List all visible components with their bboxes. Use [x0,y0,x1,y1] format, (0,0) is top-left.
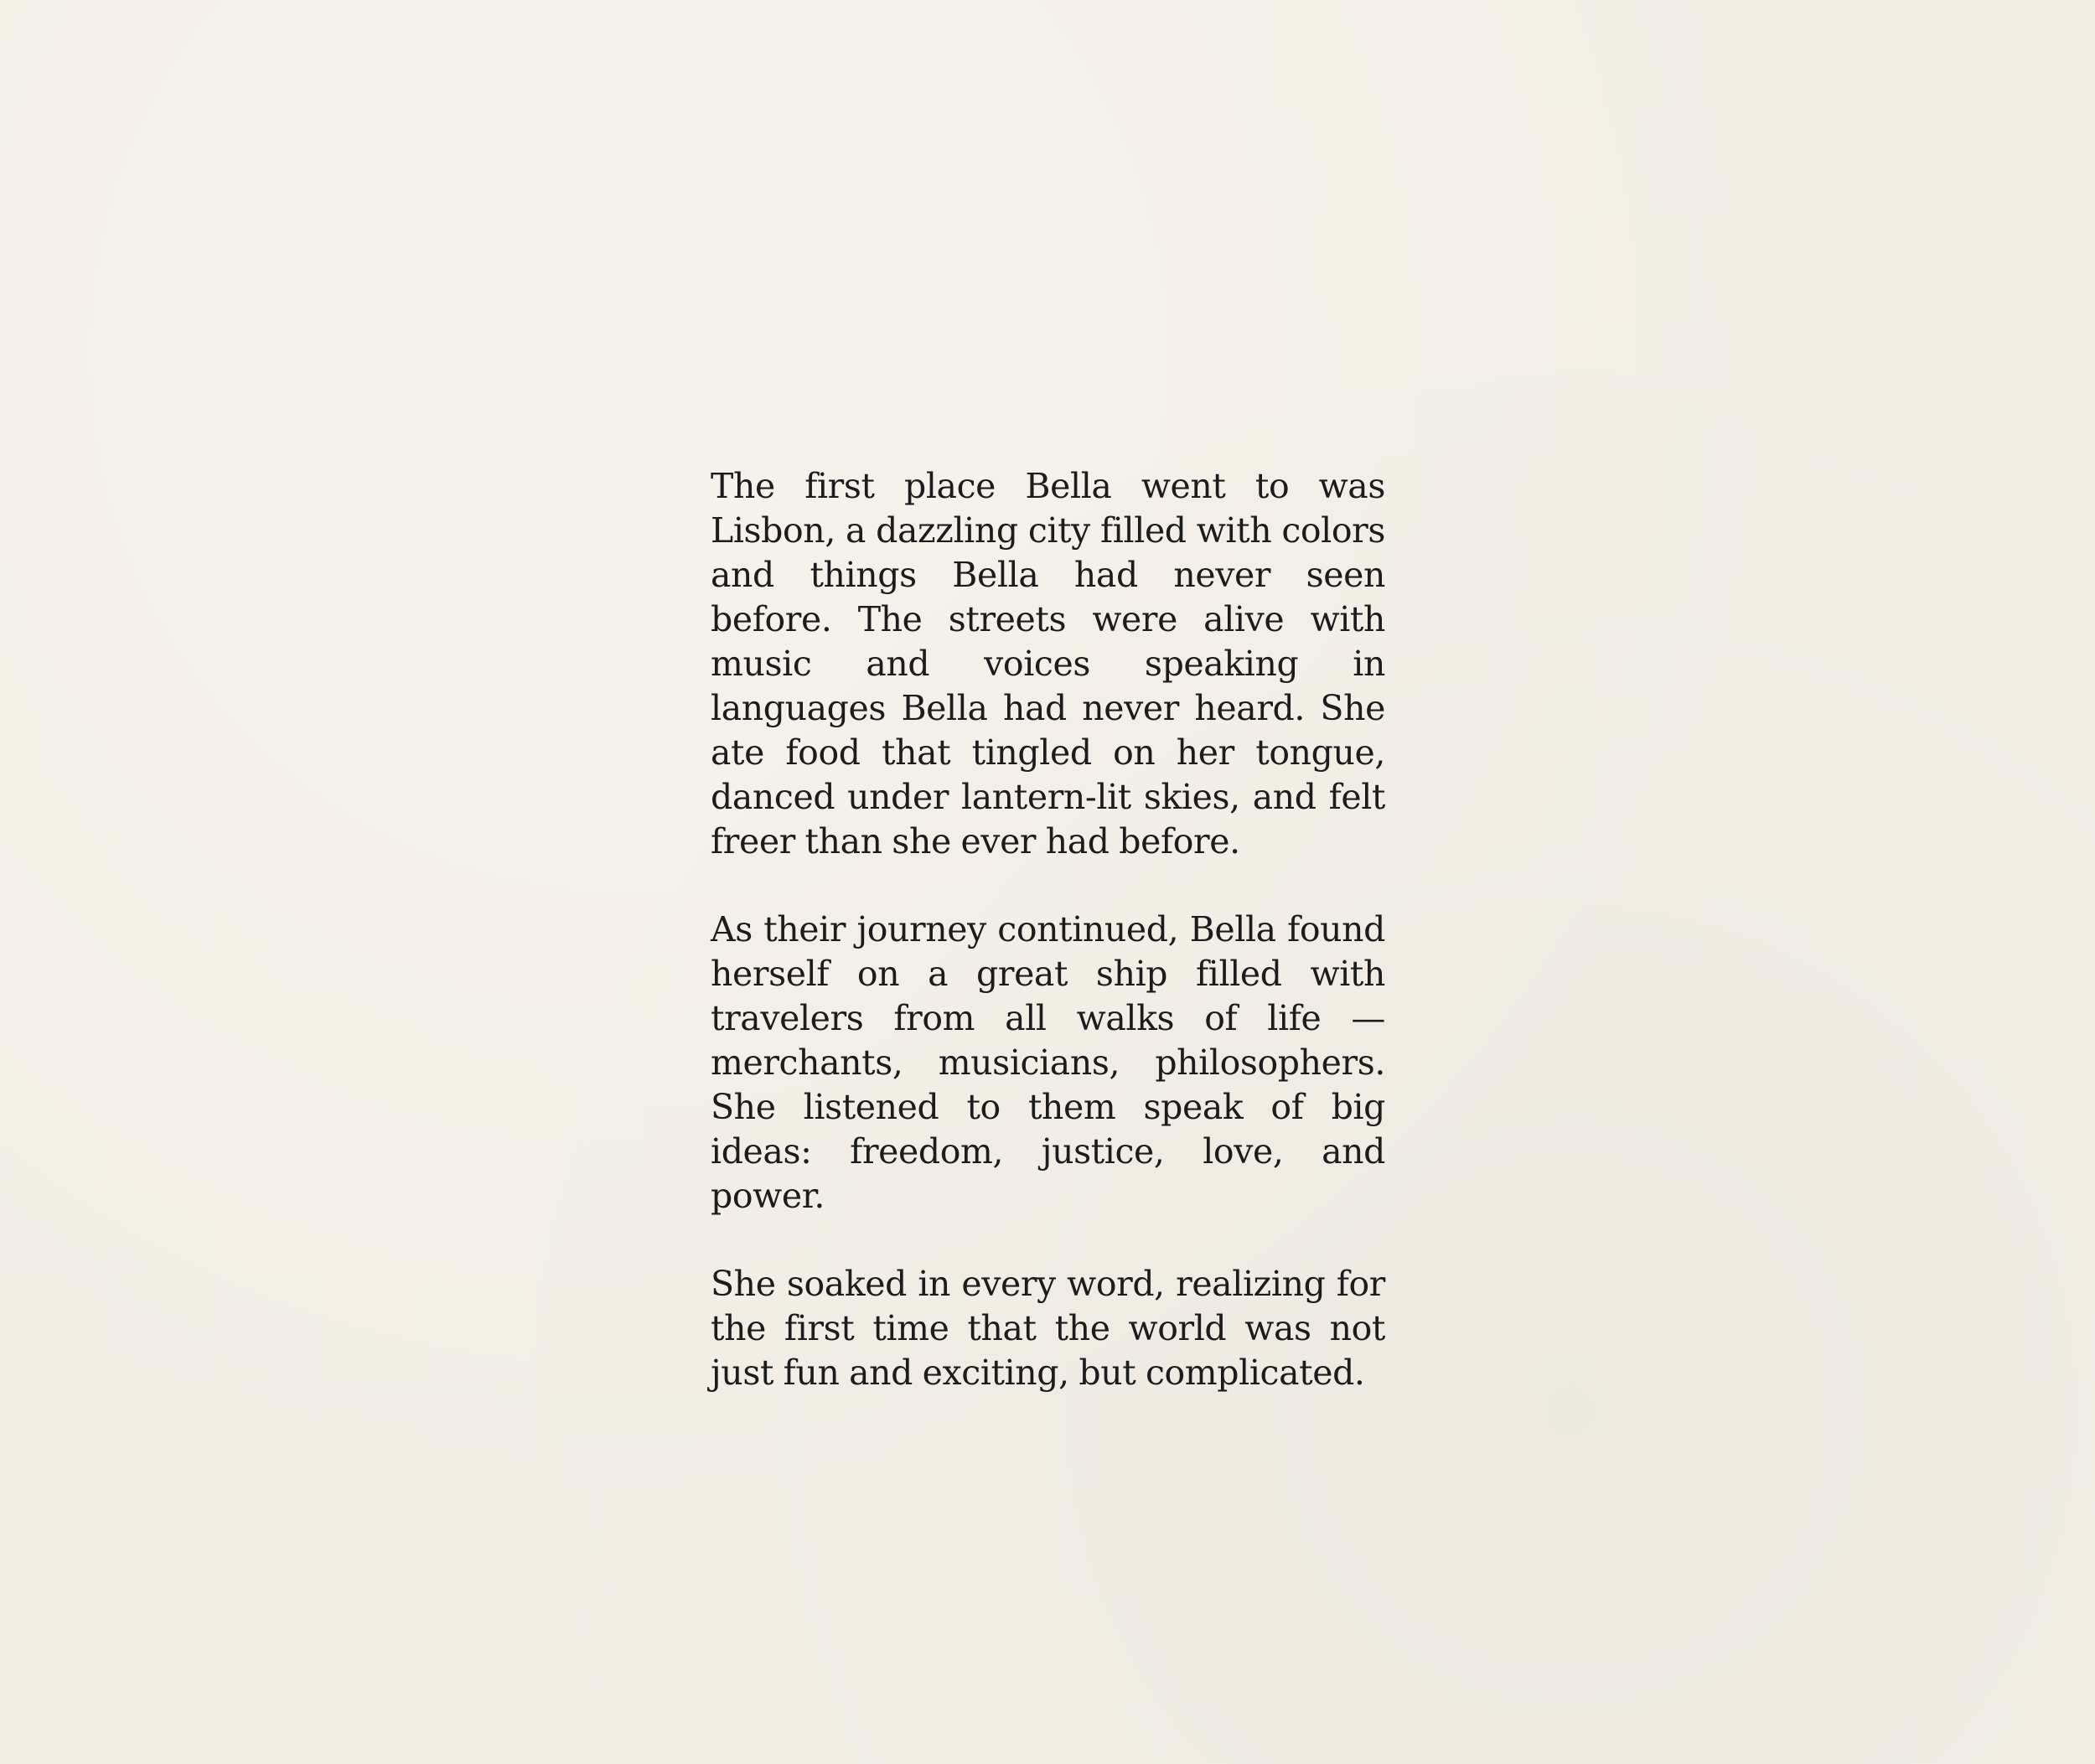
story-paragraph-2: As their journey continued, Bella found herself on a great ship filled with travelers from all walks of life — merchants, musicians, philosophers. She listened to them speak of big ideas: freedom, justice, love, and power. [711,909,1385,1216]
story-paragraph-3: She soaked in every word, realizing for the first time that the world was not just fun and exciting, but complicated. [711,1264,1385,1393]
story-text-block [711,464,1385,1395]
story-paragraph-1: The first place Bella went to was Lisbon, a dazzling city filled with colors and things Bella had never seen before. The streets were alive with music and voices speaking in languages Bella had never heard. She ate food that tingled on her tongue, danced under lantern-lit skies, and felt freer than she ever had before. [711,466,1385,861]
